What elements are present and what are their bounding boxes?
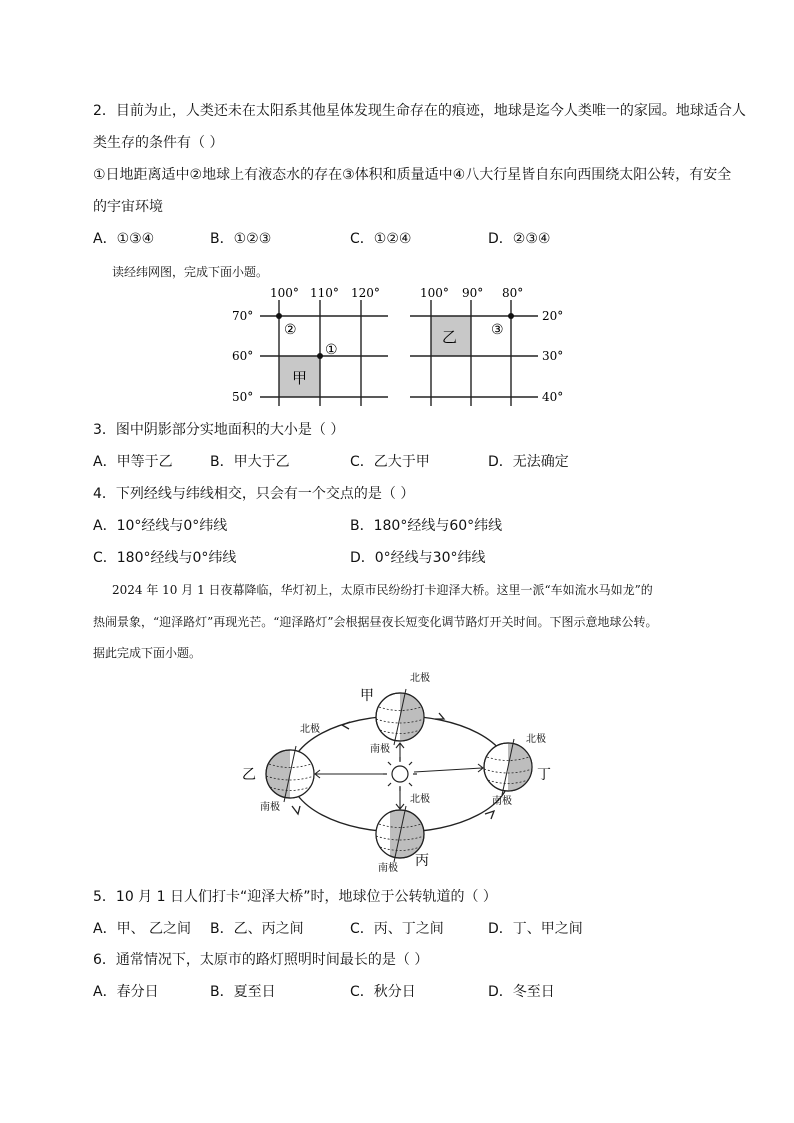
bing-south-pole: 南极: [378, 863, 398, 874]
orbit-arrow-left: [292, 806, 300, 814]
right-lat-40: 40°: [542, 390, 564, 404]
q2-stem-line1: 2．目前为止，人类还未在太阳系其他星体发现生命存在的痕迹，地球是迄今人类唯一的家园。地球适合人: [93, 103, 746, 119]
right-grid: [410, 300, 538, 406]
q3-option-a[interactable]: A．甲等于乙: [93, 454, 173, 470]
q4-option-d[interactable]: D．0°经线与30°纬线: [350, 550, 486, 566]
q2-stem-line4: 的宇宙环境: [93, 199, 163, 215]
q5-option-c[interactable]: C．丙、丁之间: [350, 921, 444, 937]
label-yi: 乙: [242, 767, 256, 783]
right-lat-30: 30°: [542, 349, 564, 363]
q6-stem: 6．通常情况下，太原市的路灯照明时间最长的是（ ）: [93, 952, 429, 968]
label-jia: 甲: [360, 688, 374, 704]
q3-option-c[interactable]: C．乙大于甲: [350, 454, 430, 470]
earth-jia: [376, 689, 430, 745]
latlon-grid-figure: [220, 280, 580, 410]
right-lon-90: 90°: [462, 286, 484, 300]
left-lon-110: 110°: [310, 286, 339, 300]
q2-option-a[interactable]: A．①③④: [93, 231, 155, 247]
left-lon-120: 120°: [351, 286, 380, 300]
passage-line2: 热闹景象，“迎泽路灯”再现光芒。“迎泽路灯”会根据昼夜长短变化调节路灯开关时间。下图示意地球公转。: [93, 615, 658, 629]
q4-stem: 4．下列经线与纬线相交，只会有一个交点的是（ ）: [93, 486, 415, 502]
q2-option-c[interactable]: C．①②④: [350, 231, 412, 247]
left-lat-50: 50°: [232, 390, 254, 404]
earth-orbit-figure: [230, 664, 570, 879]
orbit-arrow-top-left: [342, 722, 350, 729]
q2-stem-line2: 类生存的条件有（ ）: [93, 135, 224, 151]
left-lat-70: 70°: [232, 309, 254, 323]
right-lon-80: 80°: [502, 286, 524, 300]
q3-option-d[interactable]: D．无法确定: [488, 454, 569, 470]
right-lat-20: 20°: [542, 309, 564, 323]
q6-option-a[interactable]: A．春分日: [93, 984, 159, 1000]
ding-north-pole: 北极: [526, 734, 546, 745]
yi-north-pole: 北极: [300, 724, 320, 735]
left-lat-60: 60°: [232, 349, 254, 363]
region-jia-label: 甲: [292, 369, 308, 387]
q5-stem: 5．10 月 1 日人们打卡“迎泽大桥”时，地球位于公转轨道的（ ）: [93, 889, 497, 905]
region-yi-label: 乙: [442, 328, 458, 346]
point-3-label: ③: [491, 322, 504, 338]
q3-stem: 3．图中阴影部分实地面积的大小是（ ）: [93, 422, 345, 438]
jia-south-pole: 南极: [370, 744, 390, 755]
sun-icon: [383, 757, 417, 791]
label-bing: 丙: [415, 853, 429, 869]
point-2-dot: [276, 313, 282, 319]
passage-line3: 据此完成下面小题。: [93, 646, 202, 660]
point-3-dot: [508, 313, 514, 319]
bing-north-pole: 北极: [410, 794, 430, 805]
q5-option-d[interactable]: D．丁、甲之间: [488, 921, 583, 937]
grid-intro: 读经纬网图，完成下面小题。: [112, 265, 269, 279]
q2-option-b[interactable]: B．①②③: [210, 231, 272, 247]
q4-option-b[interactable]: B．180°经线与60°纬线: [350, 518, 503, 534]
earth-yi: [266, 746, 320, 802]
orbit-arrow-right: [485, 811, 494, 819]
q6-option-d[interactable]: D．冬至日: [488, 984, 555, 1000]
yi-south-pole: 南极: [260, 802, 280, 813]
point-2-label: ②: [284, 322, 297, 338]
q2-stem-line3: ①日地距离适中②地球上有液态水的存在③体积和质量适中④八大行星皆自东向西围绕太阳公转，有安全: [93, 167, 732, 183]
point-1-dot: [317, 353, 323, 359]
q5-option-b[interactable]: B．乙、丙之间: [210, 921, 304, 937]
jia-north-pole: 北极: [410, 673, 430, 684]
q6-option-c[interactable]: C．秋分日: [350, 984, 416, 1000]
q2-option-d[interactable]: D．②③④: [488, 231, 551, 247]
q4-option-c[interactable]: C．180°经线与0°纬线: [93, 550, 237, 566]
q5-option-a[interactable]: A．甲、 乙之间: [93, 921, 192, 937]
right-lon-100: 100°: [420, 286, 449, 300]
point-1-label: ①: [325, 342, 338, 358]
q3-option-b[interactable]: B．甲大于乙: [210, 454, 290, 470]
passage-line1: 2024 年 10 月 1 日夜幕降临，华灯初上，太原市民纷纷打卡迎泽大桥。这里一派“车如流水马如龙”的: [112, 583, 653, 597]
q6-option-b[interactable]: B．夏至日: [210, 984, 276, 1000]
left-lon-100: 100°: [270, 286, 299, 300]
orbit-arrow-top-right: [435, 713, 444, 719]
q4-option-a[interactable]: A．10°经线与0°纬线: [93, 518, 228, 534]
label-ding: 丁: [537, 767, 551, 783]
earth-ding: [484, 739, 538, 795]
ding-south-pole: 南极: [492, 796, 512, 807]
